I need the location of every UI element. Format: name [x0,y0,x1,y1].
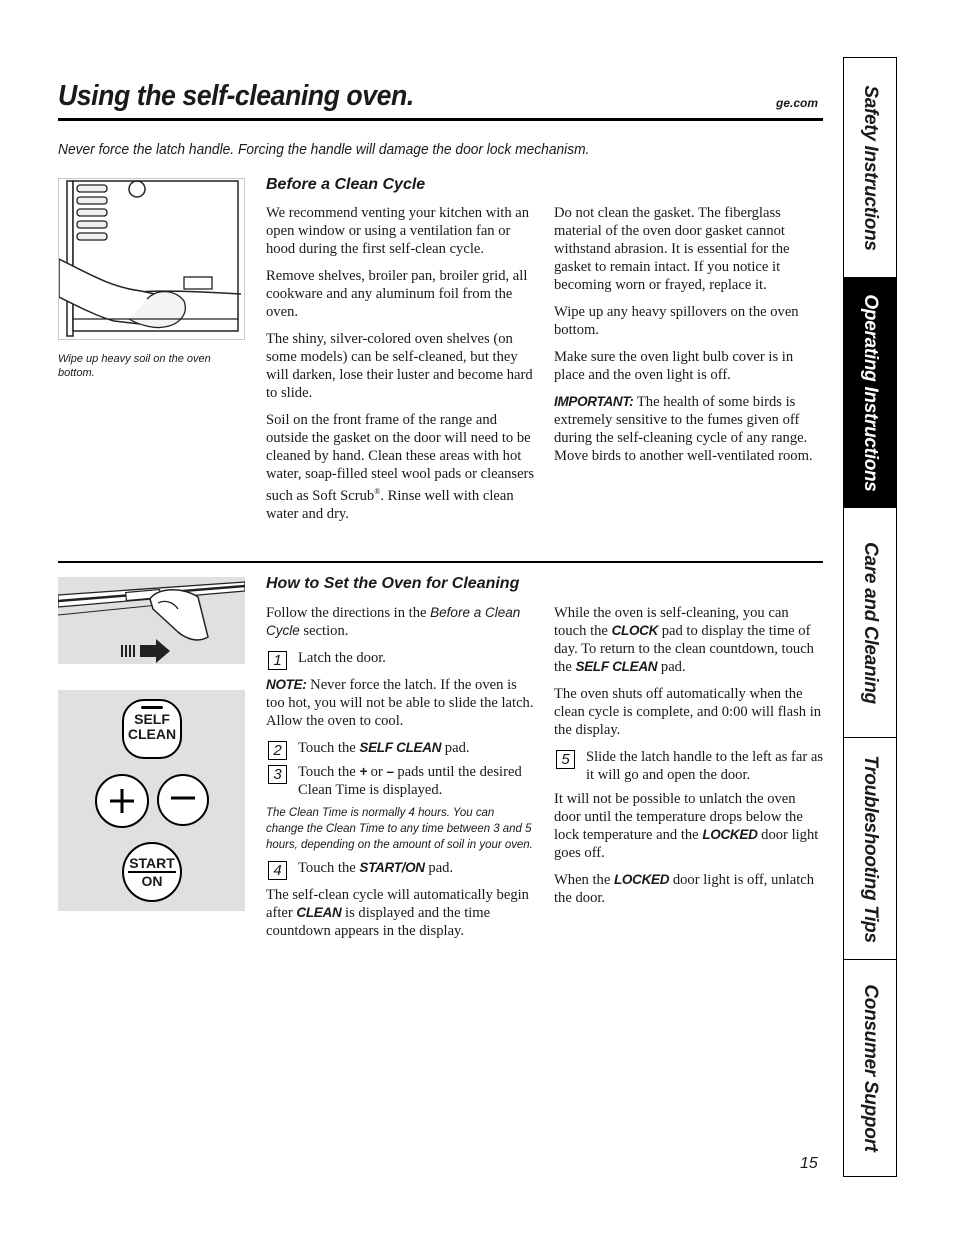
set-cleaning-right-column [554,604,824,916]
before-clean-right-column [554,204,822,474]
keyword: LOCKED [702,827,758,842]
page-title: Using the self-cleaning oven. [58,80,414,112]
paragraph: Wipe up any heavy spillovers on the oven bottom. [554,304,799,338]
auto-start-paragraph [266,886,536,940]
step-number: 1 [268,651,287,670]
self-key-line2: CLEAN [127,726,177,742]
step-number: 2 [268,741,287,760]
step-3 [266,763,536,799]
paragraph: The shiny, silver-colored oven shelves (on some models) can be self-cleaned, but they will darken, lose their luster and become hard to slide. [266,331,533,401]
step-2 [266,739,536,757]
indicator-bar [141,706,163,709]
tab-label: Operating Instructions [860,293,881,492]
paragraph: The oven shuts off automatically when the clean cycle is complete, and 0:00 will flash in the display. [554,686,822,738]
plus-icon [97,776,147,826]
paragraph [554,871,824,907]
step-text: Touch the [298,740,360,756]
note-text: Never force the latch. If the oven is too hot, you will not be able to slide the latch. Allow the oven to cool. [266,677,534,729]
header-rule [58,118,823,121]
paragraph [554,604,824,676]
keyword: + [359,764,367,779]
important-label: IMPORTANT: [554,394,634,409]
paragraph [554,790,824,862]
clean-time-note: The Clean Time is normally 4 hours. You can change the Clean Time to any time between 3 and 5 hours, depending on the amount of soil in your oven. [266,805,533,851]
tab-troubleshooting-tips[interactable] [844,738,896,960]
tab-label: Consumer Support [860,984,881,1152]
oven-wipe-drawing [59,179,244,339]
tab-consumer-support[interactable] [844,960,896,1176]
paragraph-text: pad. [657,659,686,675]
keyword: SELF CLEAN [359,740,442,755]
paragraph-text: When the [554,872,614,888]
intro-text: Follow the directions in the [266,605,431,621]
latch-illustration [58,577,245,664]
paragraph-text: Soil on the front frame of the range and outside the gasket on the door will need to be cleaned by hand. Clean these areas with hot water, soap-filled steel wool pads or cleansers such as Soft Scrub [266,412,535,504]
section-heading-set-cleaning: How to Set the Oven for Cleaning [266,575,520,592]
intro-reference: Before a Clean Cycle [266,605,521,638]
step-text: Slide the latch handle to the left as far as it will go and open the door. [586,749,824,783]
step-text: pad. [424,860,454,876]
keyword: – [386,764,394,779]
paragraph: Remove shelves, broiler pan, broiler grid, all cookware and any aluminum foil from the oven. [266,268,528,320]
tab-operating-instructions[interactable] [844,278,896,508]
keyword: SELF CLEAN [575,659,658,674]
paragraph: We recommend venting your kitchen with an open window or using a ventilation fan or hood during the first self-clean cycle. [266,205,530,257]
intro-paragraph [266,604,536,640]
intro-text: section. [299,623,349,639]
step-text: pad. [441,740,470,756]
paragraph-text: The self-clean cycle will automatically begin after [266,887,529,921]
note-paragraph [266,676,536,730]
step-text: or [366,764,387,780]
paragraph-text: . Rinse well with clean water and dry. [266,487,514,522]
keyword: CLOCK [611,623,659,638]
important-text: The health of some birds is extremely sensitive to the fumes given off during the self-cleaning cycle of any range. Move birds to another well-ventilated room. [554,394,813,464]
paragraph-text: door light goes off. [554,827,819,861]
paragraph: Make sure the oven light bulb cover is in place and the oven light is off. [554,349,794,383]
step-number: 4 [268,861,287,880]
step-number: 5 [556,750,575,769]
paragraph-text: It will not be possible to unlatch the oven door until the temperature drops below the lock temperature and the [554,791,803,843]
tab-label: Safety Instructions [860,84,881,251]
start-on-key [122,842,182,902]
minus-key [157,774,209,826]
warning-text: Never force the latch handle. Forcing the handle will damage the door lock mechanism. [58,142,590,158]
paragraph-text: is displayed and the time countdown appears in the display. [266,905,491,939]
paragraph-text: door light is off, unlatch the door. [554,872,815,906]
step-1 [266,649,536,667]
tab-label: Troubleshooting Tips [860,754,881,943]
important-paragraph [554,393,822,465]
tab-care-and-cleaning[interactable] [844,508,896,738]
self-clean-key [122,699,182,759]
registered-mark: ® [374,487,381,496]
paragraph: Do not clean the gasket. The fiberglass material of the oven door gasket cannot withstand abrasion. It is essential for the gasket to remain intact. If you notice it becoming worn or frayed, replace it. [554,205,790,293]
start-key-line2: ON [141,873,163,889]
keyword: START/ON [359,860,425,875]
self-key-line1: SELF [134,711,170,727]
set-cleaning-left-column [266,604,536,949]
section-divider [58,561,823,563]
section-tabs [843,57,897,1177]
figure-caption: Wipe up heavy soil on the oven bottom. [58,353,211,379]
step-text: Latch the door. [298,650,386,666]
step-text: Touch the [298,860,360,876]
paragraph-text: While the oven is self-cleaning, you can touch the [554,605,789,639]
step-number: 3 [268,765,287,784]
page-number: 15 [800,1155,818,1172]
step-4 [266,859,536,877]
step-text: Touch the [298,764,360,780]
step-text: pads until the desired Clean Time is displayed. [298,764,522,798]
keyword: CLEAN [296,905,342,920]
latch-drawing [58,577,245,664]
paragraph-text: pad to display the time of day. To return to the clean countdown, touch the [554,623,814,675]
note-label: NOTE: [266,677,307,692]
before-clean-left-column [266,204,536,532]
tab-label: Care and Cleaning [860,541,881,704]
step-5 [554,748,824,784]
minus-icon [159,776,207,824]
keyword: LOCKED [613,872,670,887]
paragraph [266,411,536,523]
site-link[interactable]: ge.com [776,96,819,110]
oven-wipe-illustration [58,178,245,340]
start-key-line1: START [129,855,175,871]
plus-key [95,774,149,828]
tab-safety-instructions[interactable] [844,58,896,278]
section-heading-before-clean: Before a Clean Cycle [266,176,426,193]
